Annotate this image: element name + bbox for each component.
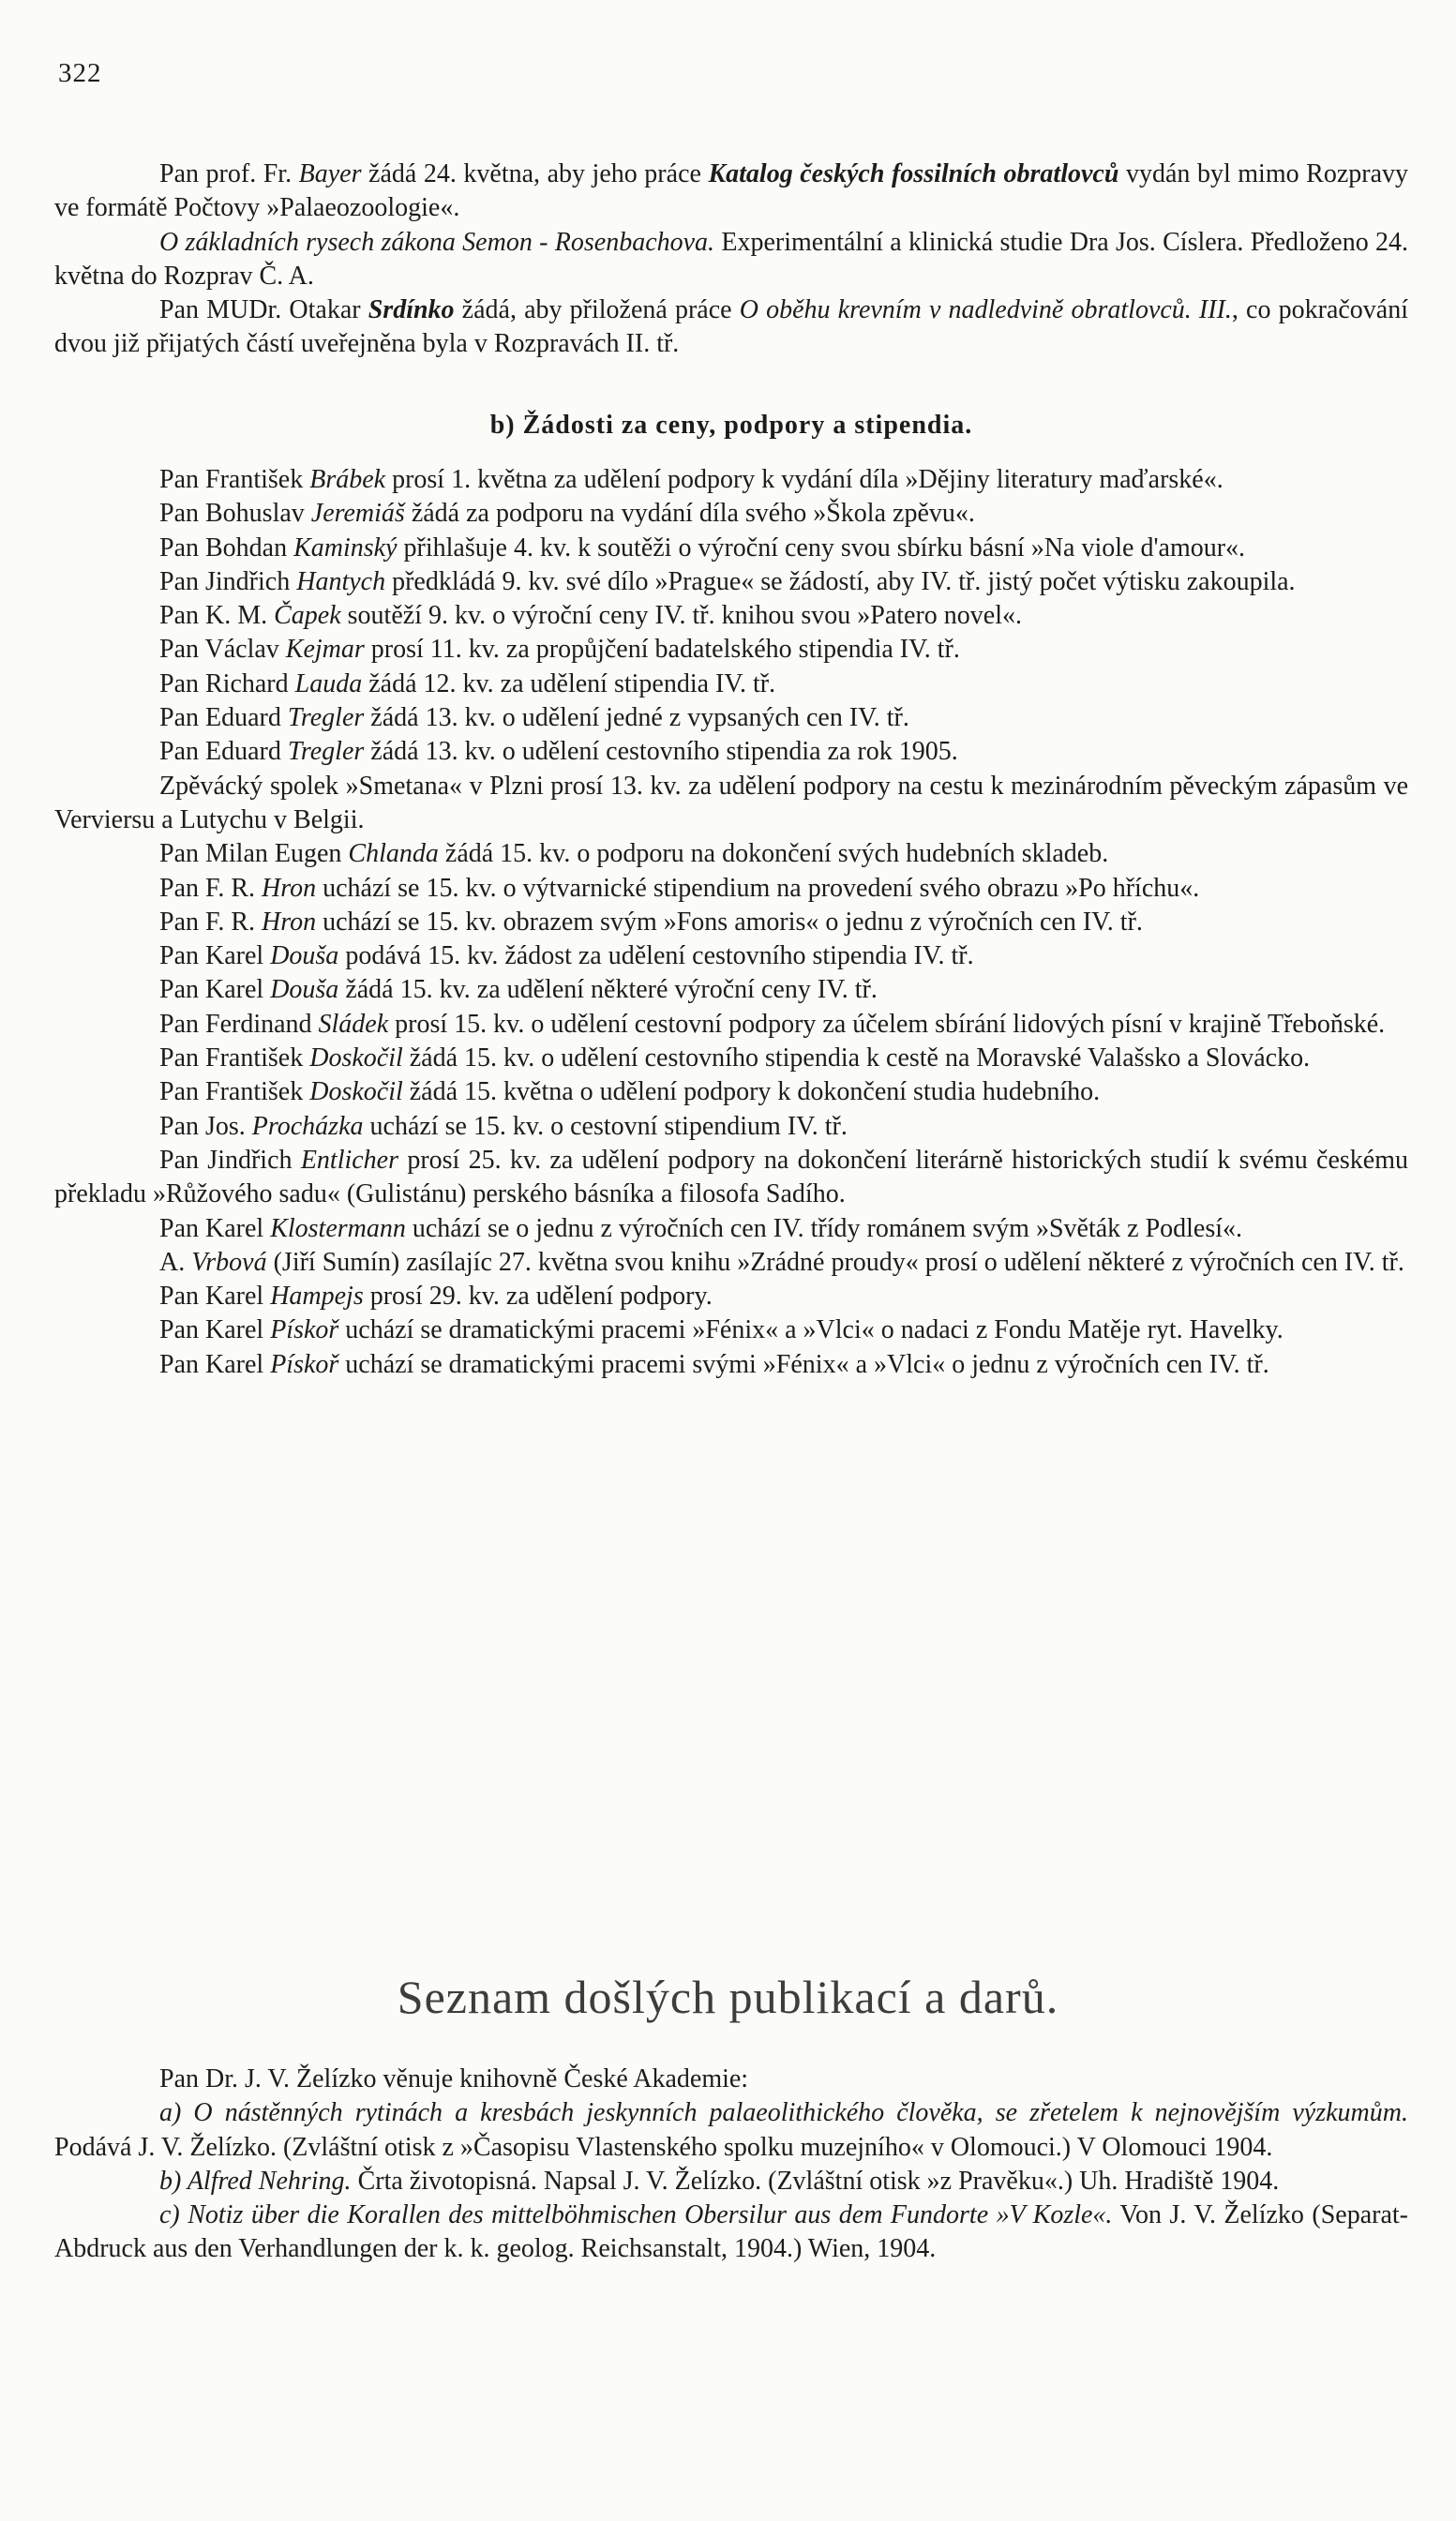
request-entry: Pan Richard Lauda žádá 12. kv. za udělení stipendia IV. tř. (159, 668, 776, 698)
publication-item: b) Alfred Nehring. Črta životopisná. Napsal J. V. Želízko. (Zvláštní otisk »z Pravěku«.) Uh. Hradiště 1904. (159, 2166, 1280, 2196)
request-entry: Pan K. M. Čapek soutěží 9. kv. o výroční ceny IV. tř. knihou svou »Patero novel«. (159, 601, 1022, 631)
section-b (54, 405, 1408, 1382)
publications-list (54, 2096, 1408, 2266)
request-entry: Pan Eduard Tregler žádá 13. kv. o udělení cestovního stipendia za rok 1905. (159, 737, 958, 767)
request-entry: Pan Karel Klostermann uchází se o jednu z výročních cen IV. třídy románem svým »Světák z Podlesí«. (159, 1213, 1243, 1243)
request-entry: Pan Jindřich Entlicher prosí 25. kv. za udělení podpory na dokončení literárně historických studií k svému českému překladu »Růžového sadu« (Gulistánu) perského básníka a filosofa Sadího. (54, 1145, 1408, 1209)
publications-intro: Pan Dr. J. V. Želízko věnuje knihovně České Akademie: (159, 2064, 749, 2093)
request-entry: Pan Jindřich Hantych předkládá 9. kv. své dílo »Prague« se žádostí, aby IV. tř. jistý počet výtisku zakoupila. (159, 566, 1296, 596)
request-entry: Pan Václav Kejmar prosí 11. kv. za propůjčení badatelského stipendia IV. tř. (159, 635, 960, 665)
request-entry: Pan Karel Douša podává 15. kv. žádost za udělení cestovního stipendia IV. tř. (159, 941, 974, 971)
publication-item: a) O nástěnných rytinách a kresbách jeskynních palaeolithického člověka, se zřetelem k nejnovějším výzkumům. Podává J. V. Želízko. (Zvláštní otisk z »Časopisu Vlastenského spolku muzejního« v Olomouci.) V Olomouci 1904. (54, 2098, 1409, 2162)
entry: Pan MUDr. Otakar Srdínko žádá, aby přiložená práce O oběhu krevním v nadledvině obratlovců. III., co pokračování dvou již přijatých částí uveřejněna byla v Rozpravách II. tř. (54, 295, 1409, 359)
page-number: 322 (58, 58, 102, 88)
request-entry: Pan František Doskočil žádá 15. kv. o udělení cestovního stipendia k cestě na Moravské Valašsko a Slovácko. (159, 1043, 1311, 1073)
publications (54, 2063, 1408, 2267)
request-entry: Zpěvácký spolek »Smetana« v Plzni prosí 13. kv. za udělení podpory na cestu k mezinárodním pěveckým zápasům ve Verviersu a Lutychu v Belgii. (54, 771, 1408, 834)
section-b-heading: b) Žádosti za ceny, podpory a stipendia. (489, 411, 973, 440)
request-entry: Pan Bohuslav Jeremiáš žádá za podporu na vydání díla svého »Škola zpěvu«. (159, 499, 975, 529)
request-entry: Pan Karel Douša žádá 15. kv. za udělení některé výroční ceny IV. tř. (159, 975, 878, 1005)
section-b-list (54, 463, 1408, 1382)
request-entry: Pan F. R. Hron uchází se 15. kv. obrazem svým »Fons amoris« o jednu z výročních cen IV. tř. (159, 907, 1143, 937)
request-entry: Pan Eduard Tregler žádá 13. kv. o udělení jedné z vypsaných cen IV. tř. (159, 703, 909, 733)
request-entry: Pan Bohdan Kaminský přihlašuje 4. kv. k soutěži o výroční ceny svou sbírku básní »Na viole d'amour«. (159, 533, 1246, 563)
request-entry: Pan Karel Pískoř uchází se dramatickými pracemi »Fénix« a »Vlci« o nadaci z Fondu Matěje ryt. Havelky. (159, 1315, 1283, 1345)
request-entry: Pan Ferdinand Sládek prosí 15. kv. o udělení cestovní podpory za účelem sbírání lidových písní v krajině Třeboňské. (159, 1009, 1386, 1039)
request-entry: Pan F. R. Hron uchází se 15. kv. o výtvarnické stipendium na provedení svého obrazu »Po hříchu«. (159, 873, 1200, 903)
request-entry: Pan František Brábek prosí 1. května za udělení podpory k vydání díla »Dějiny literatury maďarské«. (159, 465, 1223, 494)
entry: Pan prof. Fr. Bayer žádá 24. května, aby jeho práce Katalog českých fossilních obratlovců vydán byl mimo Rozpravy ve formátě Počtovy »Palaeozoologie«. (54, 159, 1409, 223)
entry: O základních rysech zákona Semon - Rosenbachova. Experimentální a klinická studie Dra Jos. Císlera. Předloženo 24. května do Rozprav Č. A. (54, 227, 1409, 291)
publication-item: c) Notiz über die Korallen des mittelböhmischen Obersilur aus dem Fundorte »V Kozle«. Von J. V. Želízko (Separat-Abdruck aus den Verhandlungen der k. k. geolog. Reichsanstalt, 1904.) Wien, 1904. (54, 2200, 1408, 2264)
request-entry: Pan Karel Hampejs prosí 29. kv. za udělení podpory. (159, 1282, 713, 1312)
publications-title: Seznam došlých publikací a darů. (397, 1971, 1059, 2023)
section-a (54, 158, 1408, 362)
request-entry: Pan František Doskočil žádá 15. května o udělení podpory k dokončení studia hudebního. (159, 1077, 1101, 1107)
request-entry: Pan Milan Eugen Chlanda žádá 15. kv. o podporu na dokončení svých hudebních skladeb. (159, 839, 1109, 869)
request-entry: Pan Jos. Procházka uchází se 15. kv. o cestovní stipendium IV. tř. (159, 1111, 848, 1141)
request-entry: A. Vrbová (Jiří Sumín) zasílajíc 27. května svou knihu »Zrádné proudy« prosí o udělení některé z výročních cen IV. tř. (159, 1247, 1404, 1277)
request-entry: Pan Karel Pískoř uchází se dramatickými pracemi svými »Fénix« a »Vlci« o jednu z výročních cen IV. tř. (159, 1349, 1269, 1379)
